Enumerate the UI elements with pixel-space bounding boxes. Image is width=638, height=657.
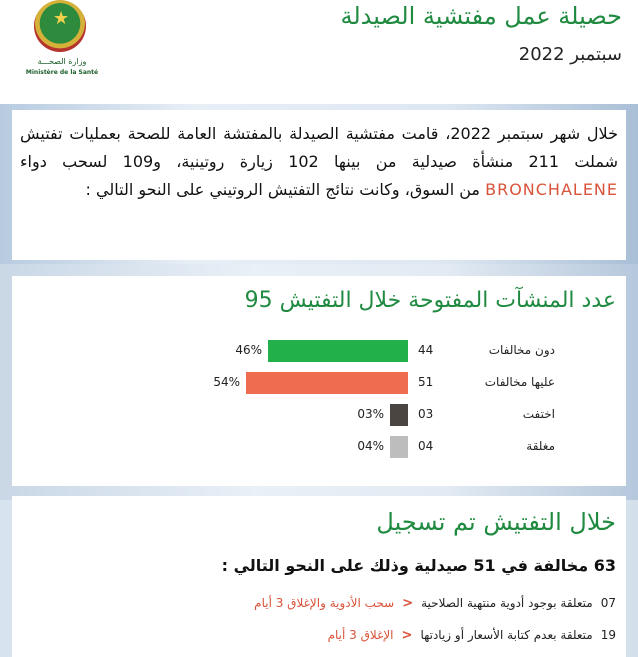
bar bbox=[390, 436, 408, 458]
bar-category-label: عليها مخالفات bbox=[484, 375, 555, 389]
chevron-left-icon: < bbox=[402, 595, 414, 611]
bar-count-label: 51 bbox=[418, 375, 434, 389]
national-emblem-icon bbox=[34, 0, 86, 52]
bar-percent-label: 03% bbox=[357, 407, 384, 421]
page-title: حصيلة عمل مفتشية الصيدلة bbox=[340, 2, 622, 30]
ministry-logo bbox=[22, 0, 102, 92]
bar-category-label: اختفت bbox=[522, 407, 555, 421]
chart-title: عدد المنشآت المفتوحة خلال التفتيش 95 bbox=[244, 288, 616, 313]
ministry-name-fr: Ministère de la Santé bbox=[25, 69, 99, 76]
violation-text: متعلقة بوجود أدوية منتهية الصلاحية bbox=[421, 596, 593, 610]
bar-count-label: 44 bbox=[418, 343, 434, 357]
violation-item bbox=[328, 626, 616, 644]
ministry-name-ar: وزارة الصحـــة bbox=[37, 57, 87, 66]
star-icon: ★ bbox=[53, 8, 70, 29]
chevron-left-icon: < bbox=[401, 627, 413, 643]
bar-count-label: 04 bbox=[418, 439, 434, 453]
intro-paragraph bbox=[20, 120, 618, 204]
violations-title: خلال التفتيش تم تسجيل bbox=[376, 508, 616, 536]
violations-summary: 63 مخالفة في 51 صيدلية وذلك على النحو التالي : bbox=[221, 556, 616, 575]
bar bbox=[390, 404, 408, 426]
violation-count: 07 bbox=[600, 596, 616, 610]
report-date: سبتمبر 2022 bbox=[518, 44, 622, 65]
bar-category-label: مغلقة bbox=[526, 439, 555, 453]
intro-text-start: خلال شهر سبتمبر 2022، قامت مفتشية الصيدلة بالمفتشة العامة للصحة بعمليات تفتيش شملت 211 منشأة صيدلية من بينها 102 زيارة روتينية، و109 لسحب دواء bbox=[20, 124, 618, 171]
drug-name: BRONCHALENE bbox=[485, 180, 618, 199]
violation-item bbox=[254, 594, 616, 612]
bar-percent-label: 46% bbox=[235, 343, 262, 357]
violation-action: سحب الأدوية والإغلاق 3 أيام bbox=[254, 596, 395, 610]
bar-percent-label: 54% bbox=[213, 375, 240, 389]
bar-category-label: دون مخالفات bbox=[488, 343, 555, 357]
bar-count-label: 03 bbox=[418, 407, 434, 421]
violation-text: متعلقة بعدم كتابة الأسعار أو زيادتها bbox=[420, 628, 593, 642]
bar bbox=[268, 340, 408, 362]
bar bbox=[246, 372, 408, 394]
violation-action: الإغلاق 3 أيام bbox=[327, 628, 394, 642]
bar-percent-label: 04% bbox=[357, 439, 384, 453]
violation-count: 19 bbox=[600, 628, 616, 642]
intro-text-end: من السوق، وكانت نتائج التفتيش الروتيني على النحو التالي : bbox=[85, 180, 480, 199]
